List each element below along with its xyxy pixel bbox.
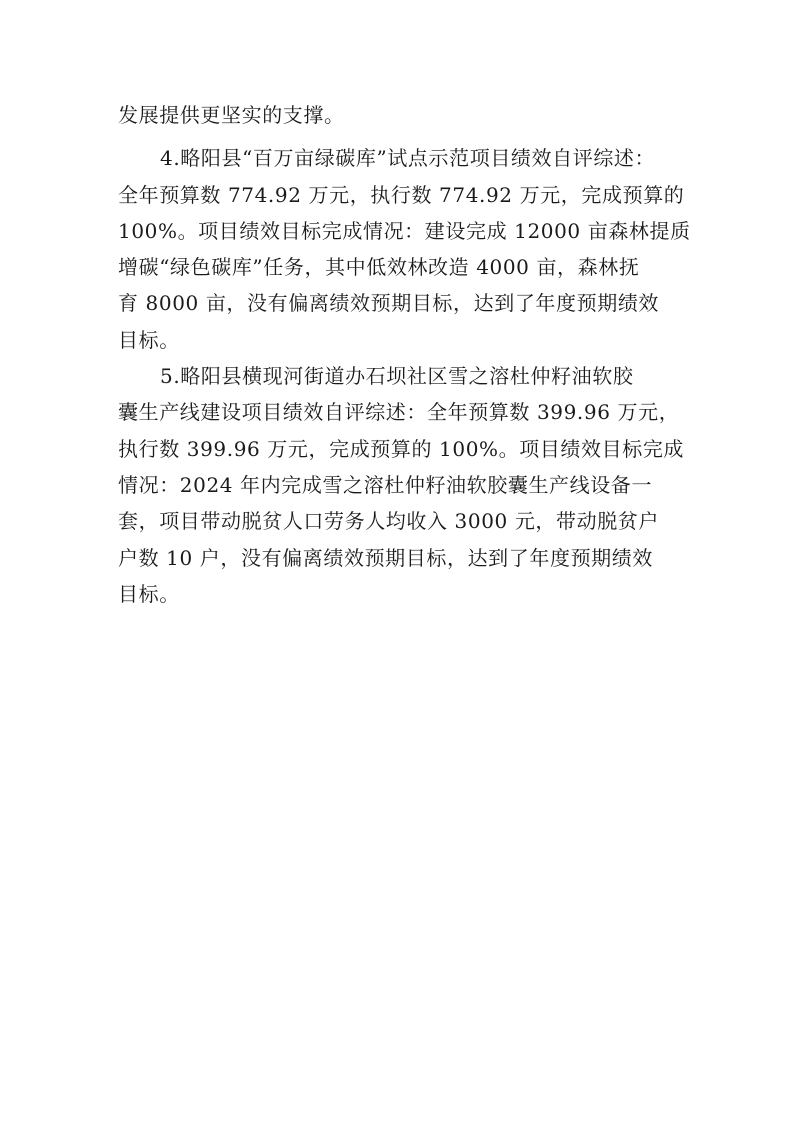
text-line: 目标。 — [118, 582, 180, 606]
text-line: 增碳“绿色碳库”任务，其中低效林改造 4000 亩，森林抚 — [118, 255, 640, 279]
paragraph-heading-4: 4.略阳县“百万亩绿碳库”试点示范项目绩效自评综述： — [160, 146, 656, 170]
text-line: 户数 10 户，没有偏离绩效预期目标，达到了年度预期绩效 — [118, 546, 653, 570]
text-line: 目标。 — [118, 328, 180, 352]
text-line: 发展提供更坚实的支撑。 — [118, 103, 345, 127]
text-line: 执行数 399.96 万元，完成预算的 100%。项目绩效目标完成 — [118, 437, 685, 461]
paragraph-heading-5: 5.略阳县横现河街道办石坝社区雪之溶杜仲籽油软胶 — [160, 364, 634, 388]
text-line: 套，项目带动脱贫人口劳务人均收入 3000 元，带动脱贫户 — [118, 509, 660, 533]
text-line: 囊生产线建设项目绩效自评综述：全年预算数 399.96 万元， — [118, 400, 680, 424]
text-line: 100%。项目绩效目标完成情况：建设完成 12000 亩森林提质 — [118, 219, 691, 243]
text-line: 育 8000 亩，没有偏离绩效预期目标，达到了年度预期绩效 — [118, 291, 660, 315]
text-line: 情况：2024 年内完成雪之溶杜仲籽油软胶囊生产线设备一 — [118, 473, 653, 497]
text-line: 全年预算数 774.92 万元，执行数 774.92 万元，完成预算的 — [118, 183, 685, 207]
